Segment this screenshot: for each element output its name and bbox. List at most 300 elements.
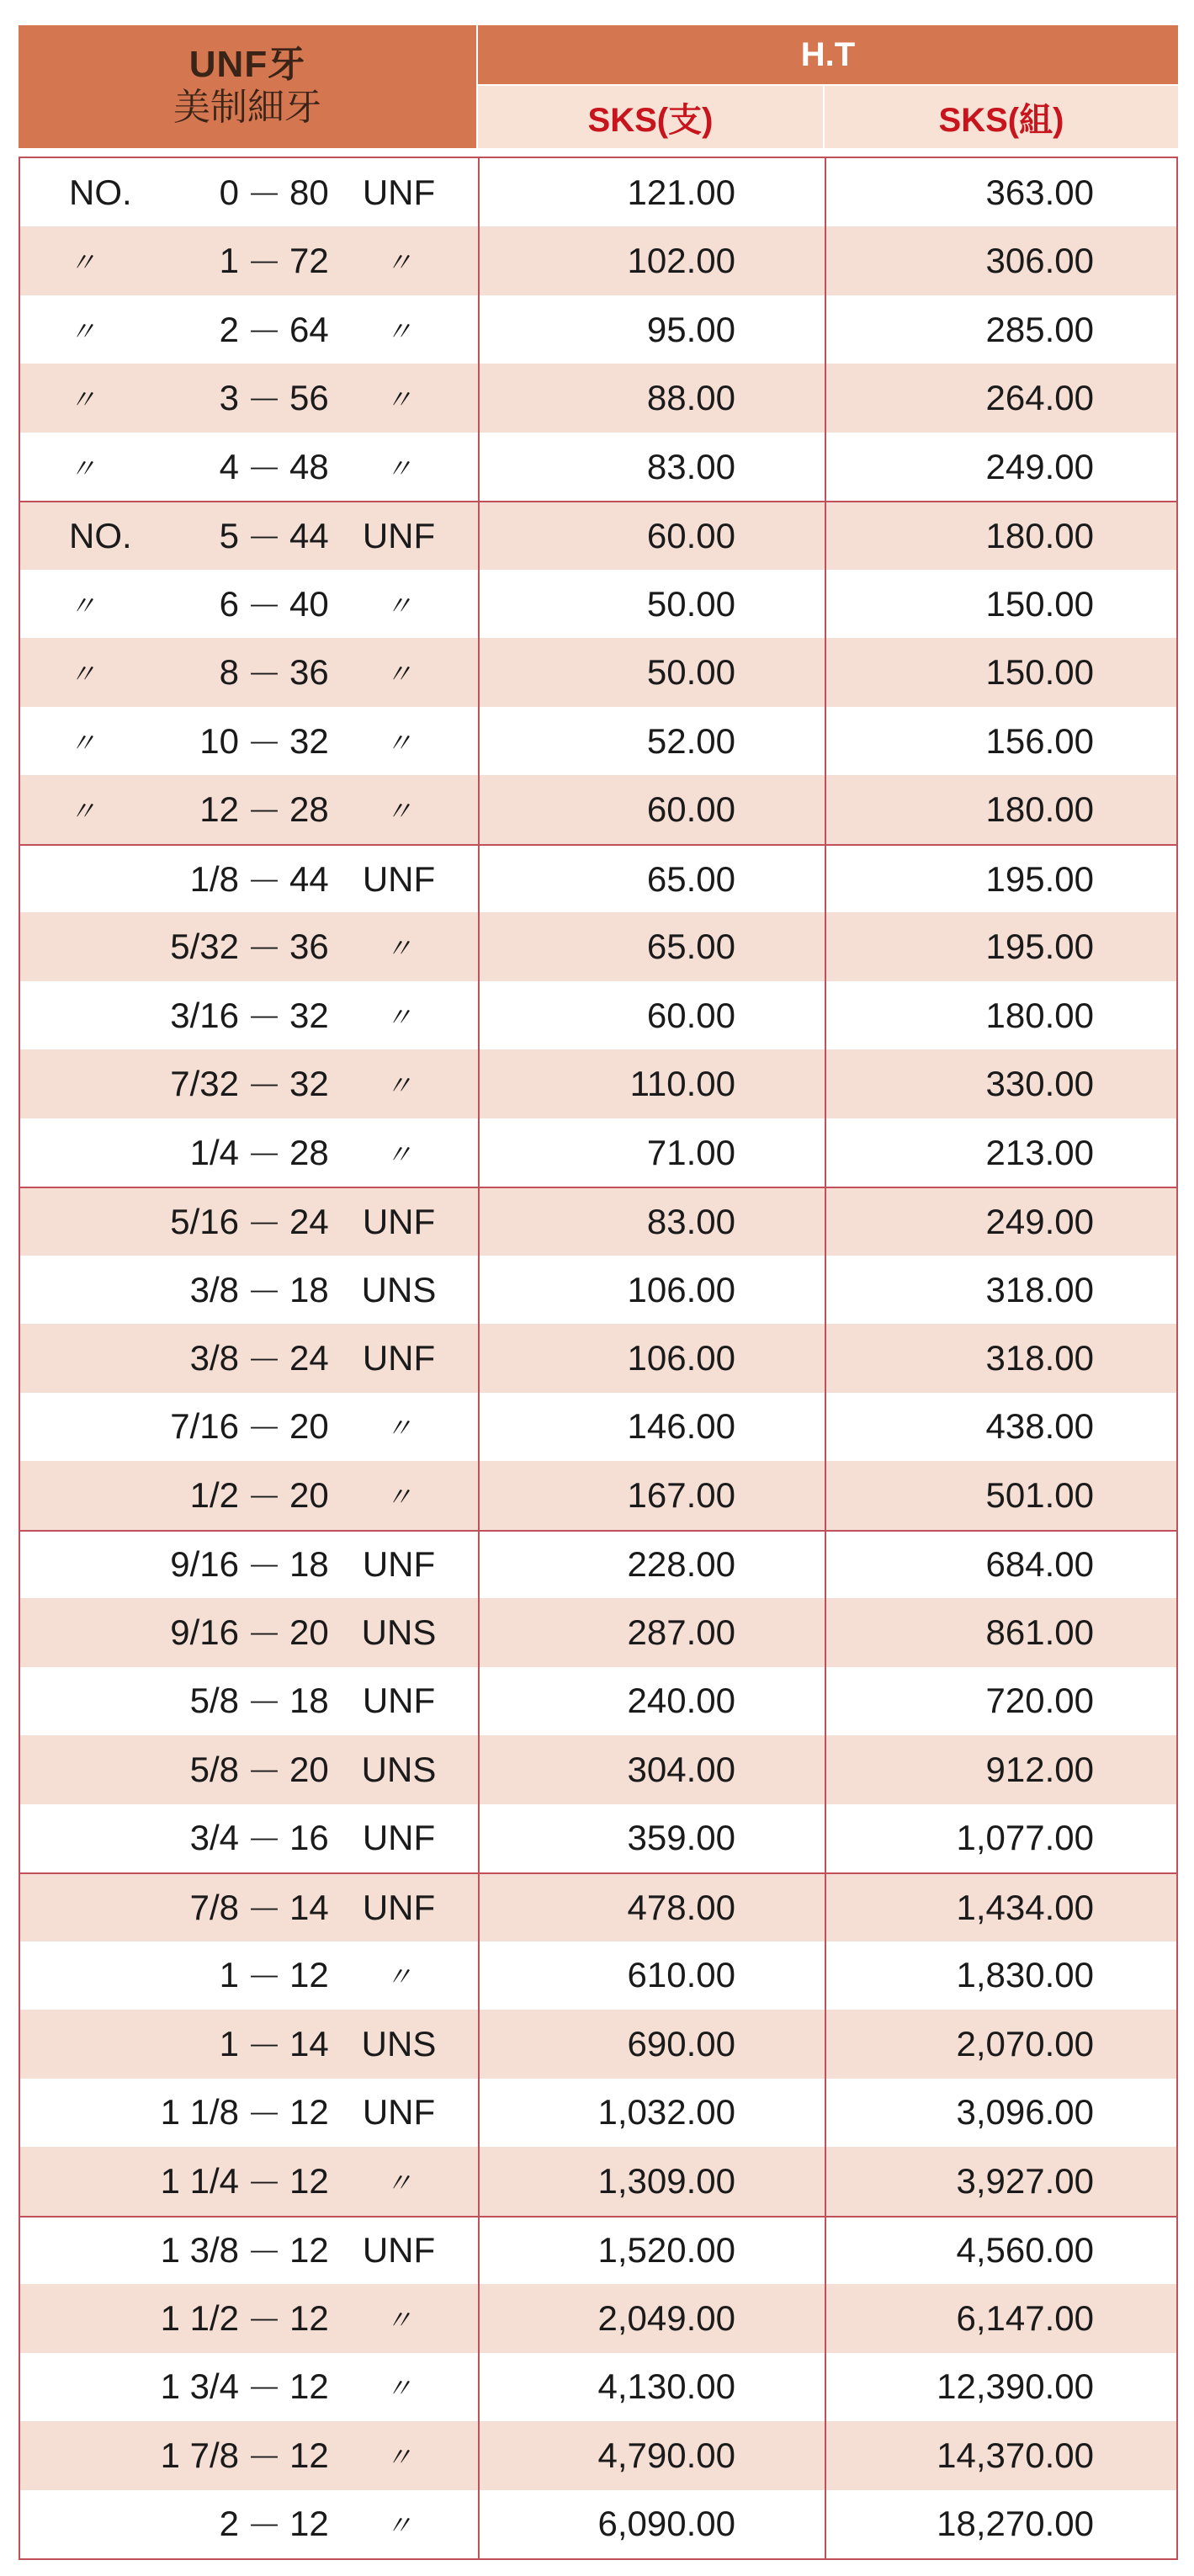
column-divider (825, 1667, 826, 1735)
table-row (20, 158, 1176, 226)
price-sks-piece: 304.00 (627, 1749, 735, 1789)
column-divider (825, 502, 826, 569)
price-sks-piece: 690.00 (627, 2023, 735, 2063)
size-separator: － (246, 518, 282, 559)
table-row (20, 1872, 1176, 1941)
size-prefix (69, 1874, 136, 1941)
price-sks-piece: 60.00 (646, 995, 735, 1035)
column-header-sks-set: SKS(組) (825, 86, 1178, 148)
column-divider (825, 1188, 826, 1255)
column-divider (478, 2490, 480, 2558)
size-tpi: 14 (289, 1887, 329, 1927)
thread-standard: UNF (362, 2230, 436, 2271)
price-sks-set: 1,077.00 (956, 1818, 1094, 1858)
thread-standard: 〃 (385, 2304, 412, 2335)
size-separator: － (246, 2506, 282, 2547)
size-diameter: 1/2 (189, 1474, 239, 1515)
column-divider (478, 1598, 480, 1666)
size-prefix (69, 1256, 136, 1324)
size-prefix: 〃 (69, 385, 97, 416)
size-separator: － (246, 1614, 282, 1654)
table-row (20, 2079, 1176, 2147)
size-separator: － (246, 1409, 282, 1449)
size-prefix: NO. (69, 172, 132, 212)
size-separator: － (246, 1683, 282, 1724)
size-separator: － (246, 2437, 282, 2478)
size-diameter: 7/8 (189, 1887, 239, 1927)
column-divider (478, 912, 480, 980)
size-prefix (69, 2421, 136, 2489)
thread-standard: 〃 (385, 2441, 412, 2472)
size-diameter: 3/4 (189, 1818, 239, 1858)
table-row (20, 364, 1176, 432)
thread-standard: UNF (362, 1544, 436, 1585)
column-divider (478, 158, 480, 226)
price-sks-piece: 121.00 (627, 172, 735, 212)
size-prefix (69, 2010, 136, 2078)
column-header-sks-piece: SKS(支) (478, 86, 823, 148)
table-row (20, 1941, 1176, 2010)
column-divider (825, 638, 826, 706)
thread-standard: 〃 (385, 2510, 412, 2541)
price-sks-set: 180.00 (985, 516, 1094, 556)
size-tpi: 44 (289, 516, 329, 556)
column-divider (825, 1461, 826, 1529)
price-sks-piece: 2,049.00 (597, 2297, 735, 2338)
size-tpi: 20 (289, 1474, 329, 1515)
size-separator: － (246, 1134, 282, 1175)
thread-standard: UNS (361, 2023, 437, 2063)
price-sks-piece: 50.00 (646, 652, 735, 693)
column-divider (825, 1118, 826, 1187)
thread-standard: 〃 (385, 796, 412, 827)
price-sks-set: 363.00 (985, 172, 1094, 212)
price-sks-set: 318.00 (985, 1337, 1094, 1378)
size-tpi: 12 (289, 2160, 329, 2201)
thread-standard: 〃 (385, 247, 412, 279)
table-row (20, 570, 1176, 638)
size-separator: － (246, 2095, 282, 2135)
size-prefix (69, 1667, 136, 1735)
size-prefix (69, 1049, 136, 1118)
thread-standard: UNF (362, 1337, 436, 1378)
size-diameter: 1/8 (189, 858, 239, 899)
size-tpi: 12 (289, 2366, 329, 2407)
column-divider (478, 1667, 480, 1735)
size-diameter: 9/16 (170, 1544, 239, 1585)
price-sks-set: 150.00 (985, 583, 1094, 624)
price-sks-piece: 106.00 (627, 1269, 735, 1309)
size-tpi: 12 (289, 2435, 329, 2475)
size-diameter: 9/16 (170, 1612, 239, 1652)
table-row (20, 775, 1176, 843)
column-divider (825, 2353, 826, 2421)
size-column-header (19, 25, 476, 148)
table-row (20, 2216, 1176, 2284)
thread-standard: UNS (361, 1612, 437, 1652)
size-diameter: 1 (219, 1955, 239, 1995)
size-tpi: 20 (289, 1406, 329, 1447)
thread-standard: 〃 (385, 1481, 412, 1512)
size-separator: － (246, 2369, 282, 2409)
price-sks-piece: 83.00 (646, 1202, 735, 1242)
thread-standard: 〃 (385, 1413, 412, 1444)
price-sks-set: 249.00 (985, 1202, 1094, 1242)
size-tpi: 12 (289, 2230, 329, 2271)
column-divider (478, 1188, 480, 1255)
price-sks-set: 720.00 (985, 1681, 1094, 1721)
column-divider (825, 2490, 826, 2558)
thread-standard: UNS (361, 1749, 437, 1789)
thread-standard: 〃 (385, 1139, 412, 1170)
price-sks-set: 912.00 (985, 1749, 1094, 1789)
size-tpi: 12 (289, 2504, 329, 2544)
size-separator: － (246, 723, 282, 763)
column-divider (825, 2147, 826, 2215)
size-separator: － (246, 2300, 282, 2340)
table-row (20, 1324, 1176, 1392)
column-divider (825, 1735, 826, 1803)
size-tpi: 32 (289, 995, 329, 1035)
size-prefix (69, 2284, 136, 2352)
size-prefix: 〃 (69, 796, 97, 827)
column-divider (825, 1874, 826, 1941)
price-sks-set: 156.00 (985, 720, 1094, 761)
price-sks-piece: 167.00 (627, 1474, 735, 1515)
size-separator: － (246, 380, 282, 421)
size-separator: － (246, 586, 282, 626)
column-divider (478, 1393, 480, 1461)
size-tpi: 72 (289, 241, 329, 281)
column-divider (825, 1049, 826, 1118)
size-separator: － (246, 1066, 282, 1107)
size-tpi: 44 (289, 858, 329, 899)
price-sks-set: 1,830.00 (956, 1955, 1094, 1995)
size-diameter: 8 (219, 652, 239, 693)
size-separator: － (246, 243, 282, 284)
size-diameter: 7/16 (170, 1406, 239, 1447)
size-diameter: 10 (199, 720, 239, 761)
price-sks-set: 3,096.00 (956, 2092, 1094, 2133)
table-row (20, 638, 1176, 706)
table-row (20, 707, 1176, 775)
price-sks-piece: 52.00 (646, 720, 735, 761)
price-sks-set: 180.00 (985, 995, 1094, 1035)
price-sks-piece: 4,790.00 (597, 2435, 735, 2475)
size-prefix (69, 1118, 136, 1187)
thread-standard: 〃 (385, 1070, 412, 1102)
price-sks-piece: 228.00 (627, 1544, 735, 1585)
table-row (20, 1735, 1176, 1803)
size-diameter: 3 (219, 378, 239, 418)
price-sks-piece: 110.00 (629, 1064, 735, 1104)
column-divider (825, 981, 826, 1049)
size-tpi: 56 (289, 378, 329, 418)
size-diameter: 1 (219, 241, 239, 281)
column-divider (478, 846, 480, 912)
column-divider (478, 2284, 480, 2352)
size-tpi: 24 (289, 1337, 329, 1378)
price-sks-piece: 60.00 (646, 516, 735, 556)
size-separator: － (246, 861, 282, 901)
price-sks-piece: 83.00 (646, 446, 735, 486)
size-diameter: 1 3/4 (160, 2366, 239, 2407)
size-prefix: 〃 (69, 316, 97, 347)
thread-standard: UNF (362, 1818, 436, 1858)
size-prefix: 〃 (69, 659, 97, 690)
column-divider (478, 1461, 480, 1529)
size-prefix (69, 1461, 136, 1529)
price-sks-set: 285.00 (985, 309, 1094, 349)
price-sks-set: 3,927.00 (956, 2160, 1094, 2201)
size-diameter: 2 (219, 309, 239, 349)
table-row (20, 2147, 1176, 2215)
size-diameter: 7/32 (170, 1064, 239, 1104)
column-divider (825, 158, 826, 226)
size-diameter: 5/8 (189, 1749, 239, 1789)
price-sks-piece: 4,130.00 (597, 2366, 735, 2407)
price-sks-set: 306.00 (985, 241, 1094, 281)
column-divider (478, 2147, 480, 2215)
size-separator: － (246, 1340, 282, 1380)
size-diameter: 4 (219, 446, 239, 486)
size-separator: － (246, 792, 282, 832)
size-separator: － (246, 1204, 282, 1245)
size-diameter: 3/8 (189, 1269, 239, 1309)
table-row (20, 2010, 1176, 2078)
header-title-line2: 美制細牙 (173, 87, 321, 128)
price-sks-piece: 1,032.00 (597, 2092, 735, 2133)
price-sks-piece: 65.00 (646, 858, 735, 899)
column-divider (478, 2217, 480, 2284)
column-divider (825, 775, 826, 843)
size-separator: － (246, 1477, 282, 1517)
price-sks-piece: 95.00 (646, 309, 735, 349)
table-row (20, 1118, 1176, 1187)
column-divider (478, 1049, 480, 1118)
column-divider (825, 433, 826, 501)
size-diameter: 3/16 (170, 995, 239, 1035)
column-divider (478, 295, 480, 364)
column-divider (825, 2010, 826, 2078)
size-diameter: 1 1/8 (160, 2092, 239, 2133)
table-row (20, 1256, 1176, 1324)
thread-standard: UNF (362, 1202, 436, 1242)
size-separator: － (246, 2163, 282, 2203)
column-divider (825, 1324, 826, 1392)
size-prefix (69, 1324, 136, 1392)
thread-standard: 〃 (385, 727, 412, 758)
size-diameter: 3/8 (189, 1337, 239, 1378)
price-sks-piece: 102.00 (627, 241, 735, 281)
thread-standard: 〃 (385, 933, 412, 964)
size-diameter: 5 (219, 516, 239, 556)
column-divider (825, 2217, 826, 2284)
column-divider (478, 364, 480, 432)
thread-standard: UNF (362, 1887, 436, 1927)
size-separator: － (246, 449, 282, 489)
thread-standard: 〃 (385, 659, 412, 690)
column-divider (825, 364, 826, 432)
column-divider (478, 502, 480, 569)
header-title-line1: UNF牙 (188, 44, 306, 85)
column-divider (478, 1804, 480, 1872)
thread-standard: 〃 (385, 1962, 412, 1993)
price-sks-set: 249.00 (985, 446, 1094, 486)
price-sks-set: 438.00 (985, 1406, 1094, 1447)
size-separator: － (246, 174, 282, 215)
size-separator: － (246, 1957, 282, 1998)
column-divider (825, 226, 826, 295)
table-row (20, 1804, 1176, 1872)
price-sks-set: 4,560.00 (956, 2230, 1094, 2271)
column-divider (478, 1735, 480, 1803)
column-divider (825, 1804, 826, 1872)
thread-standard: 〃 (385, 385, 412, 416)
thread-standard: UNF (362, 172, 436, 212)
table-row (20, 433, 1176, 501)
size-tpi: 48 (289, 446, 329, 486)
size-diameter: 1 1/4 (160, 2160, 239, 2201)
size-tpi: 80 (289, 172, 329, 212)
size-tpi: 36 (289, 652, 329, 693)
table-row (20, 981, 1176, 1049)
size-tpi: 12 (289, 2092, 329, 2133)
size-separator: － (246, 997, 282, 1038)
size-diameter: 5/8 (189, 1681, 239, 1721)
thread-standard: 〃 (385, 1001, 412, 1033)
price-sks-set: 861.00 (985, 1612, 1094, 1652)
size-prefix (69, 981, 136, 1049)
column-divider (478, 570, 480, 638)
table-row (20, 844, 1176, 912)
column-divider (825, 1256, 826, 1324)
size-diameter: 5/16 (170, 1202, 239, 1242)
price-sks-set: 318.00 (985, 1269, 1094, 1309)
table-row (20, 2353, 1176, 2421)
size-separator: － (246, 1820, 282, 1861)
size-tpi: 32 (289, 720, 329, 761)
column-divider (825, 570, 826, 638)
size-prefix (69, 1188, 136, 1255)
thread-standard: 〃 (385, 453, 412, 484)
price-sks-set: 264.00 (985, 378, 1094, 418)
size-tpi: 40 (289, 583, 329, 624)
column-divider (478, 775, 480, 843)
price-sks-set: 195.00 (985, 858, 1094, 899)
thread-standard: UNF (362, 858, 436, 899)
column-divider (478, 2010, 480, 2078)
size-tpi: 18 (289, 1544, 329, 1585)
price-sks-set: 150.00 (985, 652, 1094, 693)
column-divider (825, 1941, 826, 2010)
thread-standard: UNF (362, 516, 436, 556)
price-sks-set: 2,070.00 (956, 2023, 1094, 2063)
size-prefix (69, 2353, 136, 2421)
price-sks-piece: 478.00 (627, 1887, 735, 1927)
group-header-ht: H.T (478, 25, 1178, 84)
table-row (20, 295, 1176, 364)
size-prefix (69, 1393, 136, 1461)
size-prefix (69, 1804, 136, 1872)
column-divider (825, 1598, 826, 1666)
size-tpi: 28 (289, 789, 329, 830)
size-prefix (69, 1735, 136, 1803)
table-row (20, 226, 1176, 295)
column-divider (478, 226, 480, 295)
price-sks-piece: 71.00 (646, 1132, 735, 1172)
size-tpi: 64 (289, 309, 329, 349)
column-divider (825, 846, 826, 912)
price-sks-set: 195.00 (985, 927, 1094, 967)
size-diameter: 1 1/2 (160, 2297, 239, 2338)
column-divider (825, 2284, 826, 2352)
size-prefix (69, 2217, 136, 2284)
table-row (20, 1393, 1176, 1461)
price-sks-set: 1,434.00 (956, 1887, 1094, 1927)
column-divider (825, 707, 826, 775)
size-diameter: 2 (219, 2504, 239, 2544)
price-sks-piece: 50.00 (646, 583, 735, 624)
price-sks-piece: 287.00 (627, 1612, 735, 1652)
price-sks-piece: 146.00 (627, 1406, 735, 1447)
size-tpi: 36 (289, 927, 329, 967)
column-divider (825, 295, 826, 364)
table-row (20, 2421, 1176, 2489)
price-sks-piece: 60.00 (646, 789, 735, 830)
size-tpi: 18 (289, 1681, 329, 1721)
thread-standard: 〃 (385, 2373, 412, 2404)
size-separator: － (246, 2233, 282, 2273)
size-diameter: 5/32 (170, 927, 239, 967)
size-diameter: 1 (219, 2023, 239, 2063)
size-prefix (69, 1598, 136, 1666)
column-divider (478, 1941, 480, 2010)
table-row (20, 2284, 1176, 2352)
size-tpi: 20 (289, 1749, 329, 1789)
column-divider (825, 2079, 826, 2147)
price-table (19, 157, 1178, 2560)
column-divider (478, 2353, 480, 2421)
thread-standard: 〃 (385, 2167, 412, 2198)
size-tpi: 14 (289, 2023, 329, 2063)
thread-standard: UNF (362, 1681, 436, 1721)
size-diameter: 12 (199, 789, 239, 830)
price-sks-piece: 6,090.00 (597, 2504, 735, 2544)
column-divider (825, 912, 826, 980)
size-prefix: 〃 (69, 453, 97, 484)
size-separator: － (246, 929, 282, 969)
table-row (20, 1187, 1176, 1255)
size-prefix: NO. (69, 516, 132, 556)
table-row (20, 2490, 1176, 2558)
price-sks-set: 213.00 (985, 1132, 1094, 1172)
price-sks-set: 18,270.00 (937, 2504, 1094, 2544)
price-sks-set: 330.00 (985, 1064, 1094, 1104)
size-tpi: 20 (289, 1612, 329, 1652)
price-sks-set: 12,390.00 (937, 2366, 1094, 2407)
price-sks-set: 6,147.00 (956, 2297, 1094, 2338)
size-prefix (69, 846, 136, 912)
price-sks-set: 684.00 (985, 1544, 1094, 1585)
column-divider (478, 981, 480, 1049)
size-separator: － (246, 1547, 282, 1587)
size-diameter: 1 3/8 (160, 2230, 239, 2271)
thread-standard: 〃 (385, 316, 412, 347)
size-tpi: 18 (289, 1269, 329, 1309)
column-divider (478, 1324, 480, 1392)
column-divider (478, 2079, 480, 2147)
